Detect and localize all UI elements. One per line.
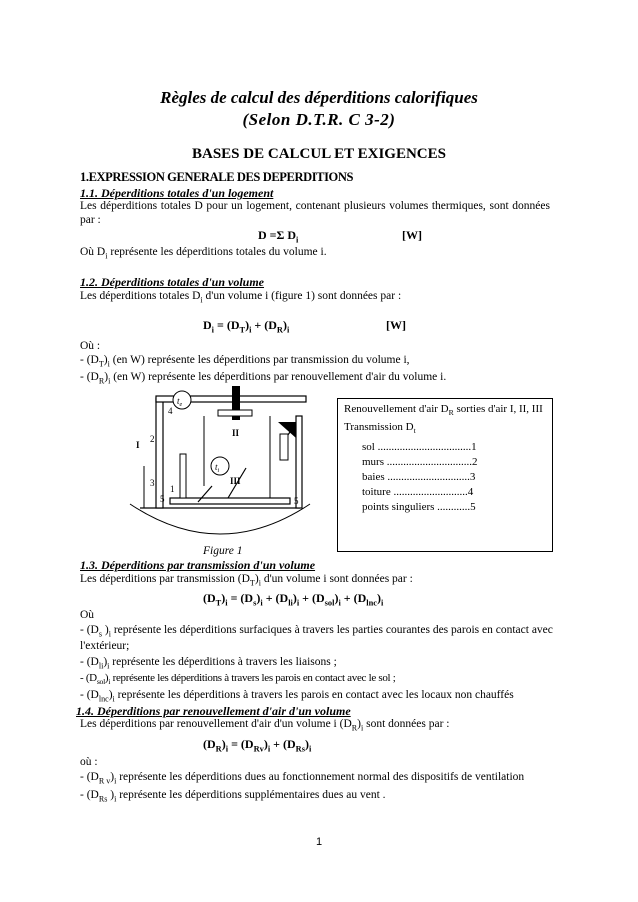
section-1-4-item-drv: - $(D_{R v})_i$ représente les déperditions dues au fonctionnement normal des dispositifs de ventilation [80, 771, 525, 786]
figure-legend [337, 398, 553, 552]
section-1-3-item-dlnc: - $(D_{lnc})_i$ représente les déperditions à travers les parois en contact avec les locaux non chauffés [80, 689, 514, 704]
label-4: 4 [168, 406, 173, 416]
label-ti: $t_i$ [215, 462, 220, 474]
label-3: 3 [150, 478, 155, 488]
legend-item: toiture ...........................4 [362, 486, 474, 498]
section-1-3-title: 1.3. Déperditions par transmission d'un volume [80, 558, 316, 572]
section-1-2-item-dt: - $(D_T)_i$ (en W) représente les déperditions par transmission du volume i, [80, 354, 410, 369]
section-1-3-item-ds: - ($D_s$ )$_i$ représente les déperditions surfaciques à travers les parties courantes des parois en contact avec [80, 624, 553, 639]
legend-line-renouvellement: Renouvellement d'air $D_R$ sorties d'air I, II, III [344, 403, 543, 418]
section-1-3-item-dli: - $(D_{li})_i$ représente les déperditions à travers les liaisons ; [80, 656, 337, 671]
page-number: 1 [315, 836, 323, 848]
formula-transmission: $(D_T)_i = (D_s)_i + (D_{li})_i + (D_{sol})_i + (D_{lnc})_i$ [203, 591, 384, 608]
section-1-3-item-dsol: - $(D_{sol})_i$ représente les déperditions à travers les parois en contact avec le sol ; [80, 672, 396, 687]
legend-item: points singuliers ............5 [362, 501, 476, 513]
label-5-left: 5 [160, 494, 165, 504]
legend-line-transmission: Transmission $D_t$ [344, 421, 416, 436]
section-1-4-text: Les déperditions par renouvellement d'air d'un volume i $(D_R)_i$ sont données par : [80, 718, 450, 733]
section-1-4-title: 1.4. Déperditions par renouvellement d'air d'un volume [76, 704, 351, 718]
label-2: 2 [150, 434, 155, 444]
section-heading: BASES DE CALCUL ET EXIGENCES [192, 146, 446, 162]
figure-1-diagram [120, 386, 330, 542]
section-1-2-title: 1.2. Déperditions totales d'un volume [80, 275, 265, 289]
label-5-right: 5 [294, 496, 299, 506]
section-1-3-text: Les déperditions par transmission $(D_T)_i$ d'un volume i sont données par : [80, 573, 413, 588]
label-1: 1 [170, 484, 175, 494]
section-1-1-title: 1.1. Déperditions totales d'un logement [80, 186, 274, 200]
section-1-3-ou: Où [80, 609, 95, 621]
legend-item: murs ...............................2 [362, 456, 478, 468]
formula-total-volume: $D_i = (D_T)_i + (D_R)_i$ [203, 318, 290, 335]
formula-total-logement: D =Σ $D_i$ [258, 228, 299, 245]
formula-unit-2: [W] [386, 318, 406, 332]
document-subtitle: (Selon D.T.R. C 3-2) [242, 110, 396, 129]
label-I: I [136, 440, 140, 450]
section-1-2-item-dr: - $(D_R)_i$ (en W) représente les déperditions par renouvellement d'air du volume i. [80, 371, 447, 386]
document-title: Règles de calcul des déperditions calorifiques [160, 88, 478, 107]
section-1-1-text: Les déperditions totales D pour un logement, contenant plusieurs volumes thermiques, sont données [80, 200, 550, 212]
section-1-4-item-drs: - ($D_{Rs}$ )$_i$ représente les déperditions supplémentaires dues au vent . [80, 789, 386, 804]
section-1-3-item-ds-cont: l'extérieur; [80, 640, 130, 652]
formula-renouvellement: $(D_R)_i = (D_{Rv})_i + (D_{Rs})_i$ [203, 737, 312, 754]
label-II: II [232, 428, 240, 438]
section-1-2-ou: Où : [80, 340, 101, 352]
legend-item: baies ..............................3 [362, 471, 476, 483]
section-1-4-ou: où : [80, 756, 98, 768]
formula-unit: [W] [402, 228, 422, 242]
figure-caption: Figure 1 [203, 545, 243, 557]
section-1-2-text: Les déperditions totales $D_i$ d'un volume i (figure 1) sont données par : [80, 290, 402, 305]
label-III: III [230, 476, 241, 486]
section-1-1-where: Où $D_i$ représente les déperditions totales du volume i. [80, 246, 327, 261]
legend-item: sol ..................................1 [362, 441, 477, 453]
section-1-1-text-cont: par : [80, 214, 101, 226]
chapter-heading: 1.EXPRESSION GENERALE DES DEPERDITIONS [80, 170, 354, 184]
label-te: $t_e$ [177, 396, 183, 408]
